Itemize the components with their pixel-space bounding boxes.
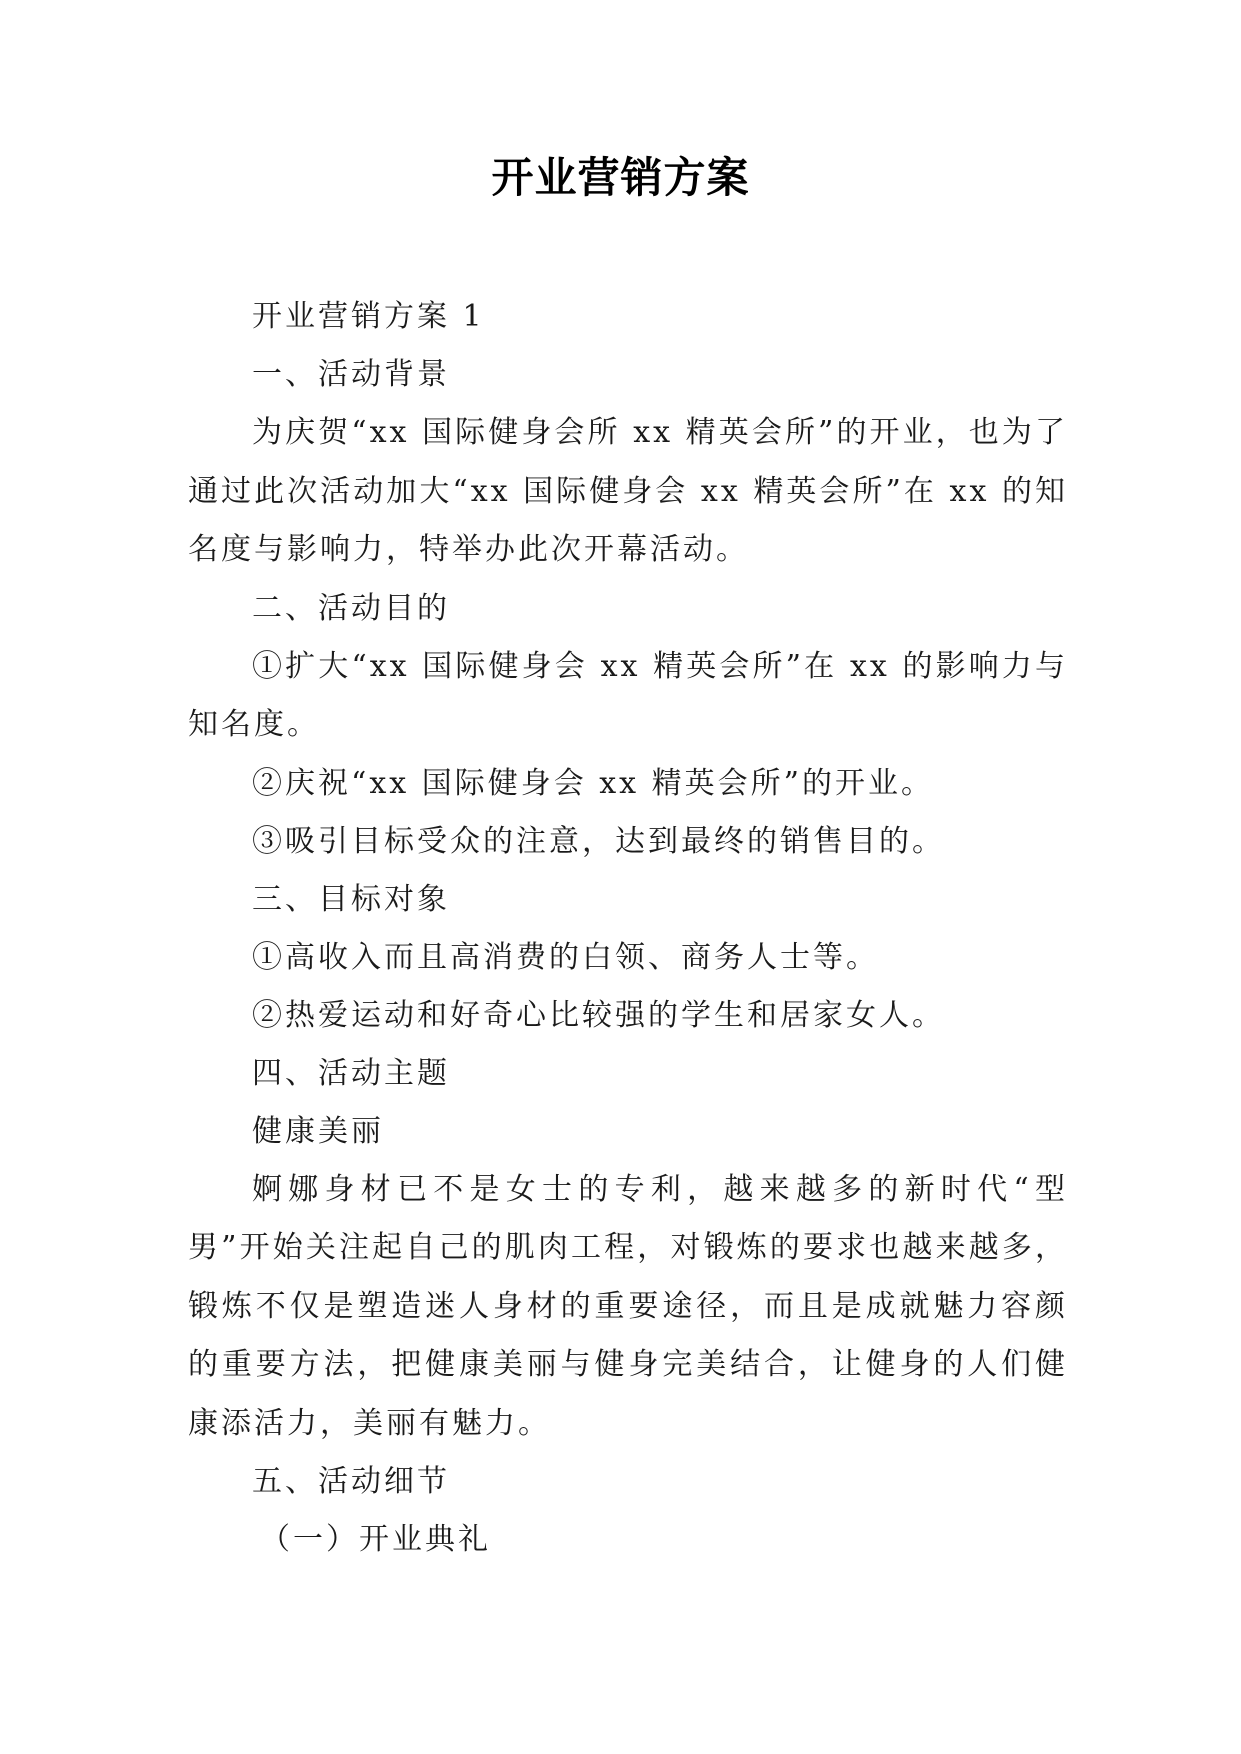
theme-name: 健康美丽 [252, 1113, 384, 1149]
plan-subtitle: 开业营销方案 1 [252, 299, 485, 334]
document-title: 开业营销方案 [491, 153, 750, 202]
section-heading-purpose: 二、活动目的 [252, 590, 450, 626]
section-heading-background: 一、活动背景 [252, 357, 450, 392]
list-item-purpose-2: ②庆祝“xx 国际健身会 xx 精英会所”的开业。 [252, 765, 934, 801]
section-heading-theme: 四、活动主题 [252, 1055, 450, 1091]
document-body [188, 288, 1068, 1569]
paragraph-theme: 婀娜身材已不是女士的专利，越来越多的新时代“型男”开始关注起自己的肌肉工程，对锻炼的要求也越来越多，锻炼不仅是塑造迷人身材的重要途径，而且是成就魅力容颜的重要方法，把健康美丽与健身完美结合，让健身的人们健康添活力，美丽有魅力。 [188, 1171, 1068, 1441]
subsection-heading-opening: （一）开业典礼 [260, 1522, 491, 1557]
list-item-target-1: ①高收入而且高消费的白领、商务人士等。 [252, 939, 879, 975]
section-heading-target: 三、目标对象 [252, 881, 450, 917]
list-item-target-2: ②热爱运动和好奇心比较强的学生和居家女人。 [252, 997, 945, 1033]
list-item-purpose-3: ③吸引目标受众的注意，达到最终的销售目的。 [252, 823, 945, 859]
list-item-purpose-1: ①扩大“xx 国际健身会 xx 精英会所”在 xx 的影响力与知名度。 [188, 648, 1068, 742]
paragraph-background: 为庆贺“xx 国际健身会所 xx 精英会所”的开业，也为了通过此次活动加大“xx 国际健身会 xx 精英会所”在 xx 的知名度与影响力，特举办此次开幕活动。 [188, 415, 1068, 567]
section-heading-details: 五、活动细节 [252, 1464, 450, 1499]
